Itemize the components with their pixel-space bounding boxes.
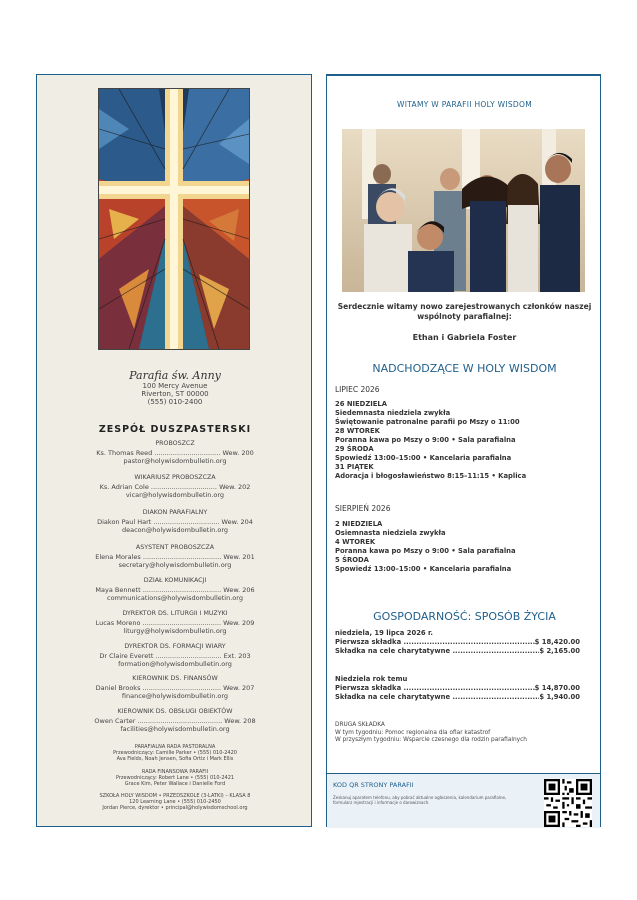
staff-role: PROBOSZCZ <box>155 440 195 447</box>
collection-value: $ 18,420.00 <box>534 638 580 646</box>
staff-name-ext: Lucas Moreno ...................................... Wew. 209 <box>95 618 255 627</box>
event-line: 26 NIEDZIELA <box>335 400 388 408</box>
event-line: 2 NIEDZIELA <box>335 520 383 528</box>
pastoral-council <box>37 744 313 762</box>
welcome-intro: Serdecznie witamy nowo zarejestrowanych członków naszej wspólnoty parafialnej: <box>337 302 592 321</box>
august-events <box>335 520 595 574</box>
staff-panel <box>36 74 312 827</box>
welcome-heading: WITAMY W PARAFII HOLY WISDOM <box>397 100 532 109</box>
staff-name-ext: Ks. Thomas Reed ................................ Wew. 200 <box>96 448 254 457</box>
stewardship-title: GOSPODARNOŚĆ: SPOSÓB ŻYCIA <box>373 610 556 623</box>
staff-name-ext: Dr Claire Everett ................................ Ext. 203 <box>99 651 251 660</box>
news-panel <box>326 74 601 827</box>
staff-name-ext: Owen Carter ......................................... Wew. 208 <box>94 716 256 725</box>
collection-row <box>335 638 580 647</box>
july-events <box>335 400 595 481</box>
staff-email[interactable]: vicar@holywisdombulletin.org <box>125 491 225 499</box>
collection-value: $ 1,940.00 <box>539 693 580 701</box>
event-line: 29 ŚRODA <box>335 445 374 453</box>
staff-role: DZIAŁ KOMUNIKACJI <box>143 577 207 584</box>
parish-name: Parafia św. Anny <box>129 369 221 382</box>
collection-value: $ 2,165.00 <box>539 647 580 655</box>
staff-role: KIEROWNIK DS. OBSŁUGI OBIEKTÓW <box>117 708 233 715</box>
staff-email[interactable]: communications@holywisdombulletin.org <box>107 594 243 602</box>
staff-section-title: ZESPÓŁ DUSZPASTERSKI <box>98 424 252 435</box>
staff-name-ext: Diakon Paul Hart ................................ Wew. 204 <box>97 517 253 526</box>
collection-row <box>335 647 580 656</box>
second-collection-this-week: W tym tygodniu: Pomoc regionalna dla ofiar katastrof <box>335 729 491 736</box>
parish-phone: (555) 010-2400 <box>147 398 203 406</box>
event-line: 31 PIĄTEK <box>335 463 374 471</box>
staff-entry <box>37 474 313 500</box>
staff-entry <box>37 577 313 603</box>
staff-role: ASYSTENT PROBOSZCZA <box>135 544 215 551</box>
finance-council <box>37 769 313 787</box>
staff-email[interactable]: finance@holywisdombulletin.org <box>121 692 229 700</box>
staff-role: DIAKON PARAFIALNY <box>142 509 208 516</box>
staff-email[interactable]: formation@holywisdombulletin.org <box>118 660 232 668</box>
board-line: Ava Fields, Noah Jensen, Sofia Ortiz i Mark Ellis <box>116 756 234 762</box>
collection-label: Pierwsza składka ..... <box>335 684 535 693</box>
staff-email[interactable]: liturgy@holywisdombulletin.org <box>123 627 227 635</box>
event-line: 28 WTOREK <box>335 427 380 435</box>
board-title: PARAFIALNA RADA PASTORALNA <box>134 744 216 750</box>
staff-name-ext: Ks. Adrian Cole ................................ Wew. 202 <box>99 482 251 491</box>
board-line: Przewodniczący: Robert Lane • (555) 010-2421 <box>115 775 235 781</box>
staff-email[interactable]: facilities@holywisdombulletin.org <box>120 725 230 733</box>
staff-role: KIEROWNIK DS. FINANSÓW <box>132 675 218 682</box>
month-july: LIPIEC 2026 <box>335 385 380 394</box>
collection-date: niedziela, 19 lipca 2026 r. <box>335 629 433 637</box>
qr-description: Zeskanuj aparatem telefonu, aby pobrać aktualne ogłoszenia, kalendarium parafialne, formularz rejestracji i informacje o darowiznach. <box>333 795 507 805</box>
prior-year-collection <box>335 675 580 702</box>
current-collection <box>335 629 580 656</box>
collection-value: $ 14,870.00 <box>534 684 580 692</box>
qr-code-icon[interactable] <box>544 779 592 827</box>
second-collection-title: DRUGA SKŁADKA <box>335 722 385 728</box>
event-line: Adoracja i błogosławieństwo 8:15–11:15 • Kaplica <box>335 472 527 480</box>
staff-email[interactable]: pastor@holywisdombulletin.org <box>123 457 227 465</box>
staff-entry <box>37 708 313 734</box>
board-line: Przewodniczący: Camille Parker • (555) 010-2420 <box>113 750 237 756</box>
board-title: SZKOŁA HOLY WISDOM • PRZEDSZKOLE (3-LATKI) – KLASA 8 <box>99 793 251 799</box>
collection-label: Składka na cele charytatywne ..... <box>335 693 539 702</box>
event-line: Osiemnasta niedziela zwykła <box>335 529 446 537</box>
event-line: Spowiedź 13:00–15:00 • Kancelaria parafialna <box>335 454 512 462</box>
staff-email[interactable]: deacon@holywisdombulletin.org <box>121 526 229 534</box>
month-august: SIERPIEŃ 2026 <box>335 504 391 513</box>
qr-title: KOD QR STRONY PARAFII <box>333 781 414 789</box>
event-line: Siedemnasta niedziela zwykła <box>335 409 451 417</box>
collection-row <box>335 684 580 693</box>
staff-entry <box>37 643 313 669</box>
second-collection <box>335 722 590 745</box>
board-line: Grace Kim, Peter Wallace i Danielle Ford <box>124 781 226 787</box>
event-line: Poranna kawa po Mszy o 9:00 • Sala parafialna <box>335 436 516 444</box>
event-line: 4 WTOREK <box>335 538 376 546</box>
staff-entry <box>37 509 313 535</box>
staff-email[interactable]: secretary@holywisdombulletin.org <box>118 561 232 569</box>
stained-glass-cross-image <box>98 88 250 350</box>
parishioners-photo <box>342 129 585 292</box>
staff-role: WIKARIUSZ PROBOSZCZA <box>134 474 216 481</box>
collection-row <box>335 693 580 702</box>
address-street: 100 Mercy Avenue <box>142 382 208 390</box>
staff-entry <box>37 675 313 701</box>
upcoming-title: NADCHODZĄCE W HOLY WISDOM <box>372 362 557 375</box>
address-city: Riverton, ST 00000 <box>141 390 209 398</box>
second-collection-next-week: W przyszłym tygodniu: Wsparcie czesnego dla rodzin parafialnych <box>335 737 527 743</box>
staff-entry <box>37 440 313 466</box>
staff-name-ext: Daniel Brooks ...................................... Wew. 207 <box>95 683 255 692</box>
staff-name-ext: Maya Bennett ...................................... Wew. 206 <box>95 585 255 594</box>
event-line: Poranna kawa po Mszy o 9:00 • Sala parafialna <box>335 547 516 555</box>
event-line: Spowiedź 13:00–15:00 • Kancelaria parafialna <box>335 565 512 573</box>
event-line: Świętowanie patronalne parafii po Mszy o 11:00 <box>335 418 520 426</box>
staff-entry <box>37 544 313 570</box>
staff-entry <box>37 610 313 636</box>
qr-section <box>327 773 600 828</box>
collection-date: Niedziela rok temu <box>335 675 408 683</box>
staff-name-ext: Elena Morales ...................................... Wew. 201 <box>95 552 255 561</box>
parish-school <box>37 793 313 811</box>
event-line: 5 ŚRODA <box>335 556 369 564</box>
board-title: RADA FINANSOWA PARAFII <box>141 769 209 775</box>
collection-label: Pierwsza składka ..... <box>335 638 535 647</box>
new-members-names: Ethan i Gabriela Foster <box>412 333 517 342</box>
board-line: 120 Learning Lane • (555) 010-2450 <box>129 799 221 805</box>
board-line: Jordan Pierce, dyrektor • principal@holywisdomschool.org <box>102 805 248 811</box>
staff-role: DYREKTOR DS. LITURGII I MUZYKI <box>122 610 228 617</box>
collection-label: Składka na cele charytatywne ..... <box>335 647 539 656</box>
staff-role: DYREKTOR DS. FORMACJI WIARY <box>124 643 226 650</box>
